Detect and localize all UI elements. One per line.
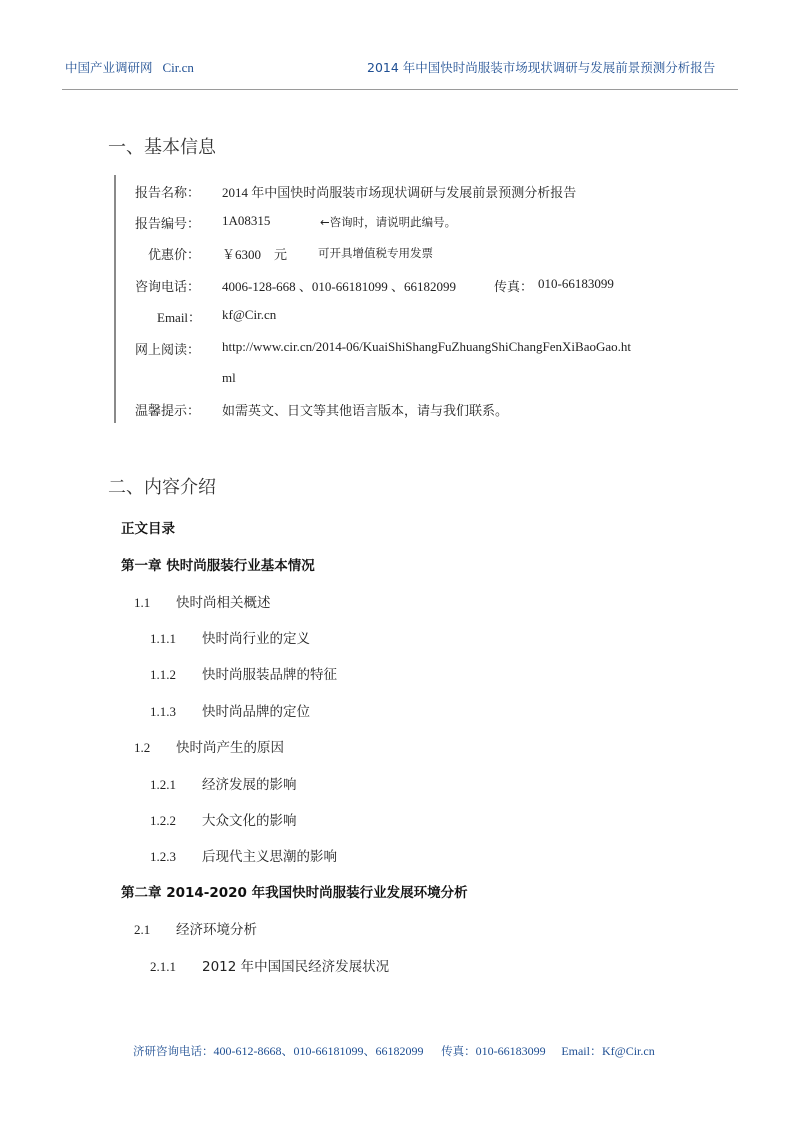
header-site-link[interactable]: Cir.cn xyxy=(162,60,194,75)
header-site-cn: 中国产业调研网 xyxy=(65,60,153,75)
info-left-bar xyxy=(114,175,116,423)
toc-item-1-1-2 xyxy=(150,663,337,683)
toc-item-text: 快时尚服装品牌的特征 xyxy=(202,667,337,683)
section-content-title: 二、内容介绍 xyxy=(108,477,216,498)
toc-item-text: 经济环境分析 xyxy=(176,922,257,938)
toc-item-num: 1.2 xyxy=(134,740,151,755)
toc-item-text: 快时尚行业的定义 xyxy=(202,631,310,647)
footer-fax: 010-66183099 xyxy=(475,1044,546,1058)
price-value: ￥6300 元 xyxy=(222,247,288,262)
online-read-link-line2[interactable]: ml xyxy=(222,370,236,385)
toc-item-text: 经济发展的影响 xyxy=(202,777,297,793)
toc-item-text: 后现代主义思潮的影响 xyxy=(202,849,337,865)
footer-phones: 400-612-8668、010-66181099、66182099 xyxy=(213,1044,424,1058)
toc-item-text: 快时尚产生的原因 xyxy=(176,740,284,756)
toc-item-text: 快时尚相关概述 xyxy=(176,595,271,611)
toc-item-num: 2.1.1 xyxy=(150,959,176,974)
report-code-label: 报告编号： xyxy=(135,217,201,232)
toc-item-1-2-2 xyxy=(150,809,297,829)
report-code-value: 1A08315 xyxy=(222,213,271,228)
report-name-value: 2014 年中国快时尚服装市场现状调研与发展前景预测分析报告 xyxy=(222,185,577,200)
toc-item-text: 快时尚品牌的定位 xyxy=(202,704,310,720)
tip-value: 如需英文、日文等其他语言版本，请与我们联系。 xyxy=(222,404,509,419)
toc-item-2-1 xyxy=(134,918,257,938)
toc-chapter-1: 第一章 快时尚服装行业基本情况 xyxy=(121,558,315,574)
toc-item-num: 1.1.3 xyxy=(150,704,176,719)
online-read-link-line1[interactable]: http://www.cir.cn/2014-06/KuaiShiShangFuZhuangShiChangFenXiBaoGao.ht xyxy=(222,339,631,354)
toc-item-num: 1.1 xyxy=(134,595,151,610)
toc-item-1-1 xyxy=(134,591,271,611)
toc-item-num: 2.1 xyxy=(134,922,151,937)
price-note: 可开具增值税专用发票 xyxy=(318,246,433,260)
footer-email[interactable]: Kf@Cir.cn xyxy=(601,1044,655,1058)
header-divider xyxy=(62,89,738,90)
toc-item-text: 2012 年中国国民经济发展状况 xyxy=(202,959,390,975)
price-label: 优惠价： xyxy=(148,248,201,263)
tip-label: 温馨提示： xyxy=(135,404,201,419)
footer-contact xyxy=(133,1042,655,1059)
header-site xyxy=(65,58,194,76)
toc-item-num: 1.2.1 xyxy=(150,777,176,792)
toc-item-num: 1.2.3 xyxy=(150,849,176,864)
online-read-label: 网上阅读： xyxy=(135,343,201,358)
fax-label: 传真： xyxy=(494,280,534,295)
toc-item-1-1-3 xyxy=(150,700,310,720)
email-label: Email： xyxy=(157,310,202,325)
header-report-title: 2014 年中国快时尚服装市场现状调研与发展前景预测分析报告 xyxy=(367,60,716,75)
toc-item-num: 1.2.2 xyxy=(150,813,176,828)
toc-item-1-2 xyxy=(134,736,284,756)
section-basic-info-title: 一、基本信息 xyxy=(108,137,216,158)
footer-phone-label: 济研咨询电话： xyxy=(133,1044,214,1058)
toc-item-1-2-1 xyxy=(150,773,297,793)
report-code-note: ←咨询时，请说明此编号。 xyxy=(320,215,457,229)
toc-chapter-2: 第二章 2014-2020 年我国快时尚服装行业发展环境分析 xyxy=(121,885,468,901)
toc-item-text: 大众文化的影响 xyxy=(202,813,297,829)
footer-fax-label: 传真： xyxy=(441,1044,476,1058)
toc-item-1-1-1 xyxy=(150,627,310,647)
report-name-label: 报告名称： xyxy=(135,186,201,201)
fax-value: 010-66183099 xyxy=(538,276,614,291)
phone-label: 咨询电话： xyxy=(135,280,201,295)
email-value[interactable]: kf@Cir.cn xyxy=(222,307,277,322)
toc-item-1-2-3 xyxy=(150,845,337,865)
toc-item-num: 1.1.1 xyxy=(150,631,176,646)
footer-email-label: Email： xyxy=(561,1044,602,1058)
toc-title: 正文目录 xyxy=(121,521,175,537)
toc-item-2-1-1 xyxy=(150,955,389,975)
toc-item-num: 1.1.2 xyxy=(150,667,176,682)
phone-value: 4006-128-668 、010-66181099 、66182099 xyxy=(222,279,456,294)
